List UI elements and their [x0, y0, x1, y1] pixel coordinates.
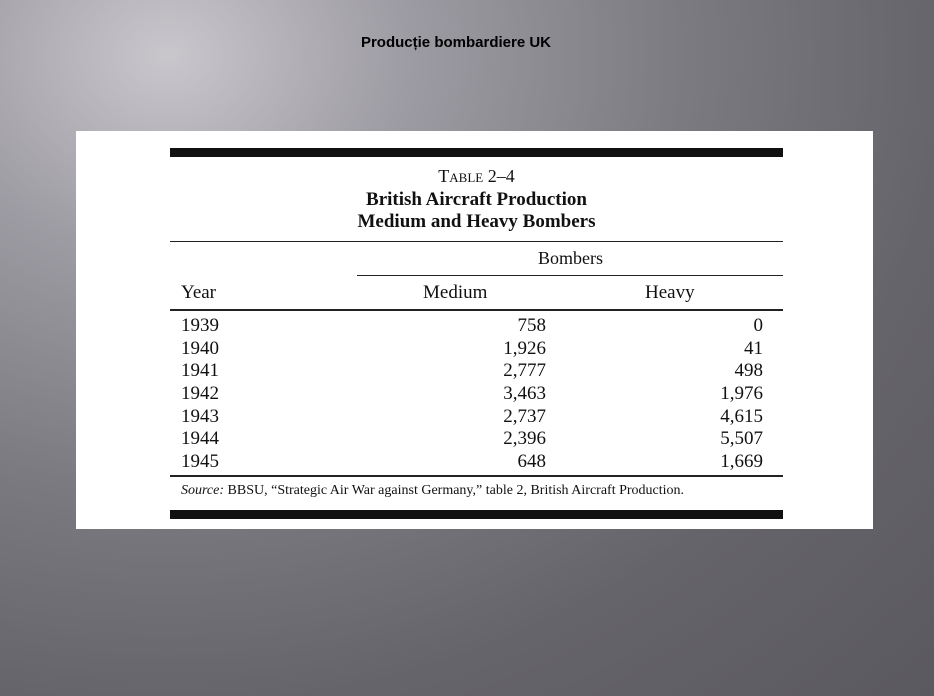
- column-spanner: [170, 242, 783, 276]
- table-body: [170, 315, 783, 474]
- table-row: [170, 451, 783, 474]
- body-rule: [170, 475, 783, 477]
- slide-title: Producție bombardiere UK: [360, 34, 552, 51]
- source-label: Source:: [181, 482, 225, 498]
- cell-year: 1943: [181, 405, 219, 427]
- cell-year: 1939: [181, 315, 219, 336]
- cell-year: 1940: [181, 337, 219, 359]
- cell-heavy: 5,507: [720, 428, 763, 450]
- cell-year: 1941: [181, 360, 219, 382]
- cell-medium: 2,396: [503, 428, 546, 450]
- table-caption: [170, 165, 783, 233]
- cell-heavy: 498: [734, 360, 763, 382]
- source-text: BBSU, “Strategic Air War against Germany,” table 2, British Aircraft Production.: [227, 482, 685, 498]
- table-row: [170, 428, 783, 451]
- cell-medium: 3,463: [503, 383, 546, 405]
- source-note: [170, 483, 783, 499]
- table-label: Table 2–4: [438, 166, 515, 186]
- table-row: [170, 383, 783, 406]
- column-headers: [170, 276, 783, 309]
- table-row: [170, 315, 783, 338]
- cell-medium: 758: [517, 315, 546, 336]
- cell-year: 1944: [181, 428, 219, 450]
- cell-year: 1945: [181, 451, 219, 473]
- cell-heavy: 4,615: [720, 405, 763, 427]
- cell-medium: 2,737: [503, 405, 546, 427]
- cell-medium: 648: [517, 451, 546, 473]
- data-table: [170, 148, 783, 519]
- cell-medium: 1,926: [503, 337, 546, 359]
- cell-heavy: 1,669: [720, 451, 763, 473]
- top-rule: [170, 148, 783, 157]
- table-title-line1: British Aircraft Production: [366, 189, 587, 210]
- table-title-line2: Medium and Heavy Bombers: [357, 211, 596, 232]
- cell-heavy: 41: [744, 337, 763, 359]
- header-heavy: Heavy: [645, 282, 695, 303]
- header-year: Year: [181, 282, 217, 303]
- table-image: [76, 131, 873, 529]
- cell-heavy: 0: [753, 315, 763, 336]
- spanner-label: Bombers: [538, 248, 603, 268]
- bottom-rule: [170, 510, 783, 519]
- header-medium: Medium: [423, 282, 488, 303]
- cell-heavy: 1,976: [720, 383, 763, 405]
- cell-year: 1942: [181, 383, 219, 405]
- table-row: [170, 338, 783, 361]
- cell-medium: 2,777: [503, 360, 546, 382]
- header-rule: [170, 309, 783, 311]
- table-row: [170, 406, 783, 429]
- table-row: [170, 360, 783, 383]
